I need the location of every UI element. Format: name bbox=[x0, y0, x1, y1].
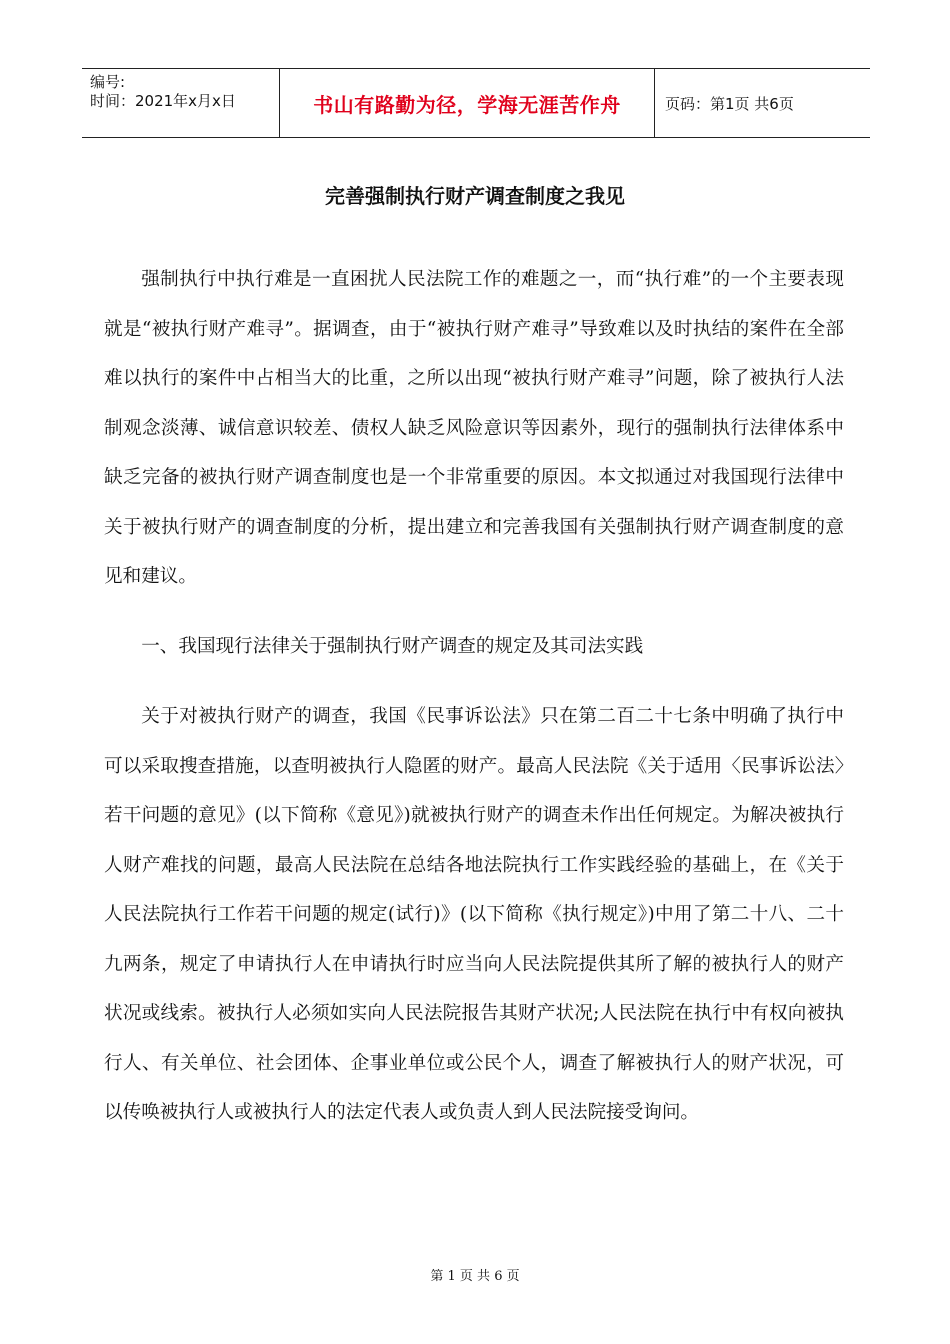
number-label: 编号: bbox=[90, 73, 126, 91]
header-meta bbox=[82, 69, 280, 137]
page-header bbox=[82, 68, 870, 138]
document-title: 完善强制执行财产调查制度之我见 bbox=[325, 184, 625, 208]
page-footer: 第 1 页 共 6 页 bbox=[430, 1269, 520, 1284]
section-heading: 一、我国现行法律关于强制执行财产调查的规定及其司法实践 bbox=[141, 636, 644, 657]
paragraph-intro: 强制执行中执行难是一直困扰人民法院工作的难题之一，而“执行难”的一个主要表现就是“被执行财产难寻”。据调查，由于“被执行财产难寻”导致难以及时执结的案件在全部难以执行的案件中占相当大的比重，之所以出现“被执行财产难寻”问题，除了被执行人法制观念淡薄、诚信意识较差、债权人缺乏风险意识等因素外，现行的强制执行法律体系中缺乏完备的被执行财产调查制度也是一个非常重要的原因。本文拟通过对我国现行法律中关于被执行财产的调查制度的分析，提出建立和完善我国有关强制执行财产调查制度的意见和建议。 bbox=[104, 269, 844, 587]
paragraph-body: 关于对被执行财产的调查，我国《民事诉讼法》只在第二百二十七条中明确了执行中可以采取搜查措施，以查明被执行人隐匿的财产。最高人民法院《关于适用〈民事诉讼法〉若干问题的意见》(以下简称《意见》)就被执行财产的调查未作出任何规定。为解决被执行人财产难找的问题，最高人民法院在总结各地法院执行工作实践经验的基础上，在《关于人民法院执行工作若干问题的规定(试行)》(以下简称《执行规定》)中用了第二十八、二十九两条，规定了申请执行人在申请执行时应当向人民法院提供其所了解的被执行人的财产状况或线索。被执行人必须如实向人民法院报告其财产状况;人民法院在执行中有权向被执行人、有关单位、社会团体、企事业单位或公民个人，调查了解被执行人的财产状况，可以传唤被执行人或被执行人的法定代表人或负责人到人民法院接受询问。 bbox=[104, 706, 844, 1123]
header-motto: 书山有路勤为径，学海无涯苦作舟 bbox=[280, 69, 655, 137]
date-label: 时间：2021年x月x日 bbox=[90, 92, 236, 110]
header-page-info: 页码：第1页 共6页 bbox=[665, 94, 794, 113]
